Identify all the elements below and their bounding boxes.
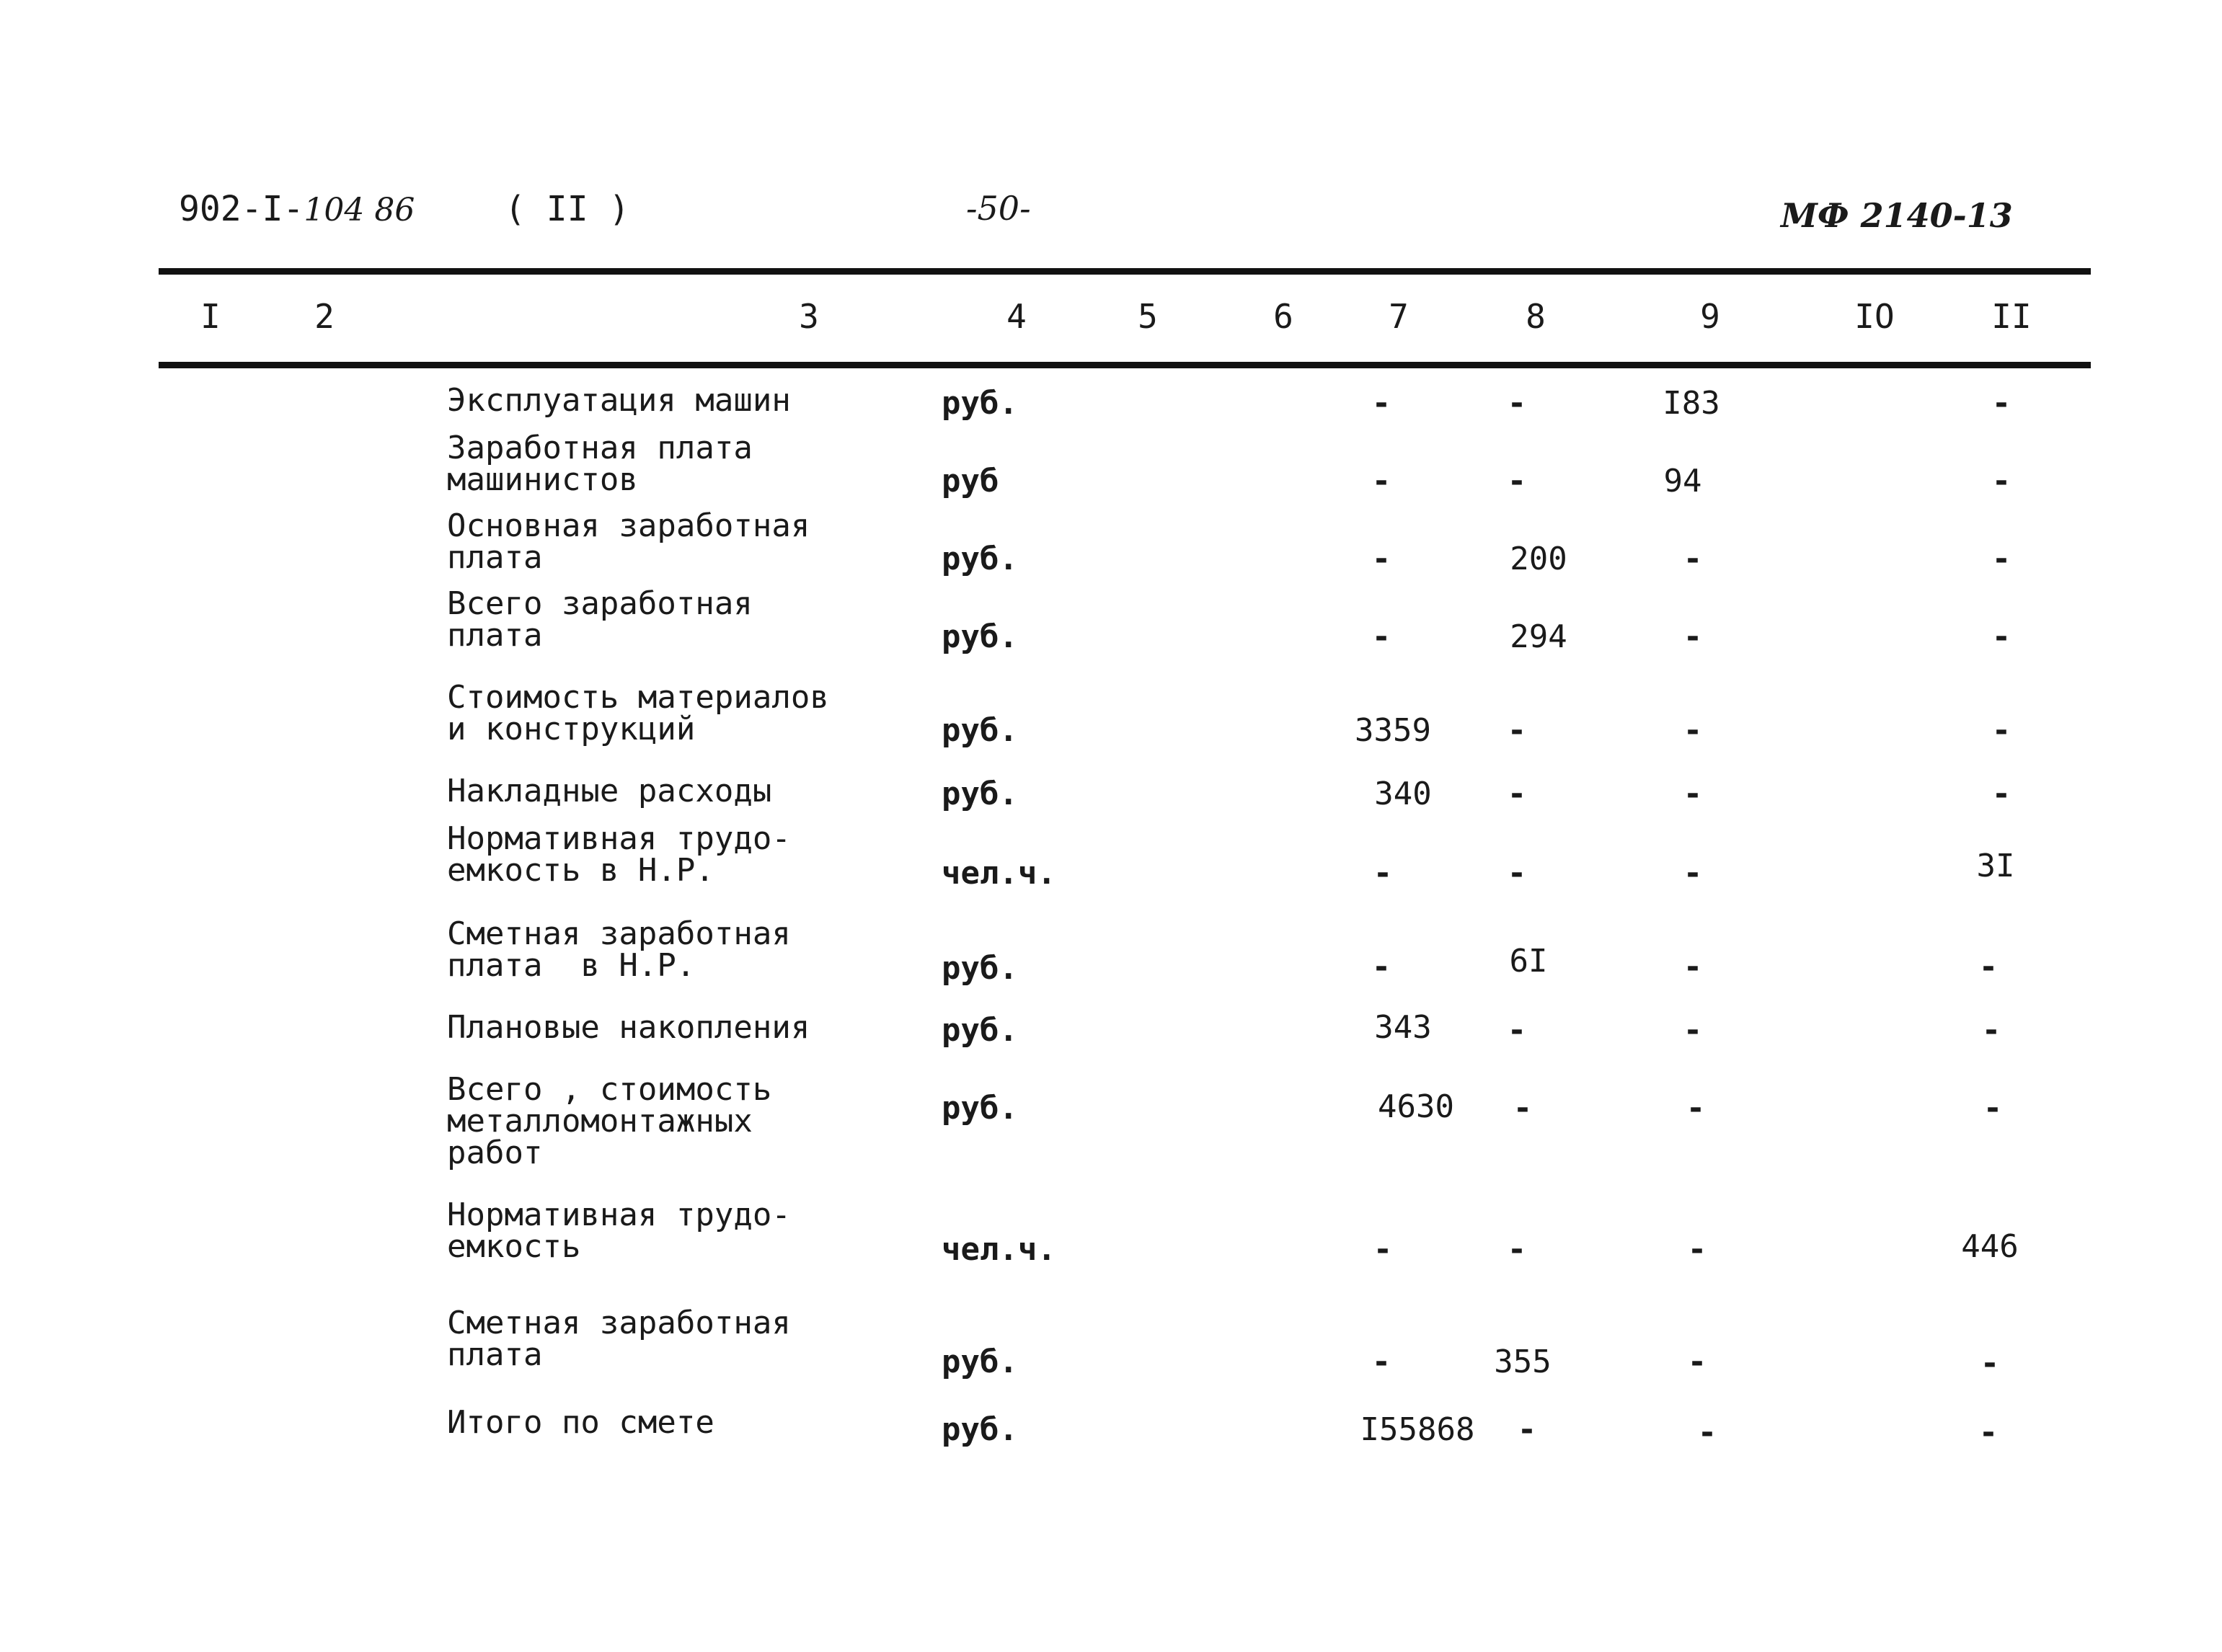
row-col8-value: - bbox=[1507, 855, 1527, 892]
row-col9-value: - bbox=[1683, 776, 1703, 812]
column-header-5: 5 bbox=[1138, 297, 1158, 336]
row-col11-value: - bbox=[1991, 463, 2011, 499]
row-col9-value: - bbox=[1683, 618, 1703, 655]
form-code: МФ 2140-13 bbox=[1781, 196, 2013, 235]
row-col8-value: - bbox=[1507, 1012, 1527, 1049]
row-description: Эксплуатация машин bbox=[447, 382, 791, 419]
table-header-rule bbox=[159, 362, 2091, 368]
row-col7-value: - bbox=[1371, 949, 1391, 985]
table-top-rule bbox=[159, 268, 2091, 275]
row-col8-value: - bbox=[1507, 385, 1527, 422]
row-unit: руб. bbox=[942, 1411, 1018, 1448]
row-col7-value: - bbox=[1371, 618, 1391, 655]
row-unit: руб. bbox=[942, 776, 1018, 812]
row-col11-value: 446 bbox=[1961, 1228, 2019, 1265]
row-col7-value: 3359 bbox=[1355, 712, 1431, 749]
column-header-8: 8 bbox=[1526, 297, 1546, 336]
row-col9-value: - bbox=[1683, 712, 1703, 749]
document-code-prefix: 902-I- bbox=[179, 189, 304, 229]
row-col7-value: 340 bbox=[1374, 776, 1432, 812]
column-header-1: I bbox=[200, 297, 221, 336]
row-col11-value: - bbox=[1991, 618, 2011, 655]
row-col11-value: 3I bbox=[1976, 848, 2015, 884]
row-unit: руб. bbox=[942, 618, 1018, 655]
row-unit: руб. bbox=[942, 1090, 1018, 1127]
row-description: Итого по смете bbox=[447, 1404, 714, 1441]
row-unit: руб. bbox=[942, 385, 1018, 422]
row-col11-value: - bbox=[1978, 949, 1999, 985]
row-col11-value: - bbox=[1991, 776, 2011, 812]
row-col7-value: 4630 bbox=[1378, 1088, 1454, 1125]
row-col11-value: - bbox=[1981, 1012, 2001, 1049]
row-col8-value: - bbox=[1507, 463, 1527, 499]
row-description: Нормативная трудо- емкость в Н.Р. bbox=[447, 820, 791, 889]
row-col9-value: 94 bbox=[1663, 463, 1702, 499]
row-description: Всего , стоимость металломонтажных работ bbox=[447, 1071, 772, 1171]
row-col7-value: - bbox=[1371, 385, 1391, 422]
row-description: Заработная плата машинистов bbox=[447, 430, 753, 498]
row-col7-value: - bbox=[1371, 463, 1391, 499]
document-code-handwritten: 104 86 bbox=[304, 192, 415, 228]
row-description: Нормативная трудо- емкость bbox=[447, 1196, 791, 1265]
column-header-3: 3 bbox=[799, 297, 819, 336]
row-col8-value: - bbox=[1507, 1231, 1527, 1268]
row-col8-value: - bbox=[1517, 1411, 1537, 1448]
row-description: Стоимость материалов и конструкций bbox=[447, 679, 829, 747]
row-description: Основная заработная плата bbox=[447, 507, 810, 576]
row-col9-value: - bbox=[1683, 855, 1703, 892]
row-col7-value: I55868 bbox=[1360, 1411, 1475, 1448]
row-unit: руб bbox=[942, 463, 999, 499]
row-col8-value: 294 bbox=[1510, 618, 1567, 655]
row-col7-value: - bbox=[1373, 1231, 1393, 1268]
column-header-7: 7 bbox=[1389, 297, 1409, 336]
row-description: Всего заработная плата bbox=[447, 585, 753, 654]
column-header-9: 9 bbox=[1700, 297, 1720, 336]
row-col9-value: - bbox=[1687, 1344, 1707, 1380]
document-code bbox=[179, 189, 415, 229]
row-col9-value: - bbox=[1687, 1231, 1707, 1268]
row-unit: руб. bbox=[942, 712, 1018, 749]
row-col7-value: 343 bbox=[1374, 1009, 1432, 1046]
row-col9-value: - bbox=[1683, 541, 1703, 577]
row-col11-value: - bbox=[1991, 541, 2011, 577]
row-col8-value: 6I bbox=[1509, 943, 1548, 980]
row-col9-value: - bbox=[1686, 1090, 1706, 1127]
column-header-6: 6 bbox=[1273, 297, 1293, 336]
row-col11-value: - bbox=[1991, 385, 2011, 422]
row-col8-value: - bbox=[1513, 1090, 1533, 1127]
row-col8-value: - bbox=[1507, 712, 1527, 749]
row-col9-value: - bbox=[1683, 1012, 1703, 1049]
row-col7-value: - bbox=[1373, 855, 1393, 892]
row-unit: чел.ч. bbox=[942, 855, 1056, 892]
row-col11-value: - bbox=[1983, 1090, 2003, 1127]
row-col8-value: 355 bbox=[1494, 1344, 1552, 1380]
row-unit: руб. bbox=[942, 541, 1018, 577]
sheet-label: ( II ) bbox=[505, 189, 630, 229]
row-col9-value: - bbox=[1697, 1414, 1717, 1451]
column-header-11: II bbox=[1991, 297, 2032, 336]
page-number: -50- bbox=[966, 189, 1031, 228]
row-col9-value: - bbox=[1683, 949, 1703, 985]
row-col9-value: I83 bbox=[1663, 385, 1720, 422]
column-header-2: 2 bbox=[314, 297, 335, 336]
row-col7-value: - bbox=[1371, 1344, 1391, 1380]
row-description: Сметная заработная плата bbox=[447, 1305, 791, 1373]
row-col11-value: - bbox=[1978, 1414, 1999, 1451]
row-col8-value: - bbox=[1507, 776, 1527, 812]
row-unit: руб. bbox=[942, 950, 1018, 987]
row-unit: руб. bbox=[942, 1344, 1018, 1380]
row-description: Сметная заработная плата в Н.Р. bbox=[447, 915, 791, 984]
row-description: Плановые накопления bbox=[447, 1009, 810, 1046]
row-unit: чел.ч. bbox=[942, 1231, 1056, 1268]
column-header-10: IO bbox=[1854, 297, 1895, 336]
row-unit: руб. bbox=[942, 1012, 1018, 1049]
row-col11-value: - bbox=[1980, 1345, 2000, 1382]
row-description: Накладные расходы bbox=[447, 773, 772, 809]
row-col11-value: - bbox=[1991, 712, 2011, 749]
column-header-4: 4 bbox=[1006, 297, 1027, 336]
row-col7-value: - bbox=[1371, 541, 1391, 577]
row-col8-value: 200 bbox=[1510, 541, 1567, 577]
